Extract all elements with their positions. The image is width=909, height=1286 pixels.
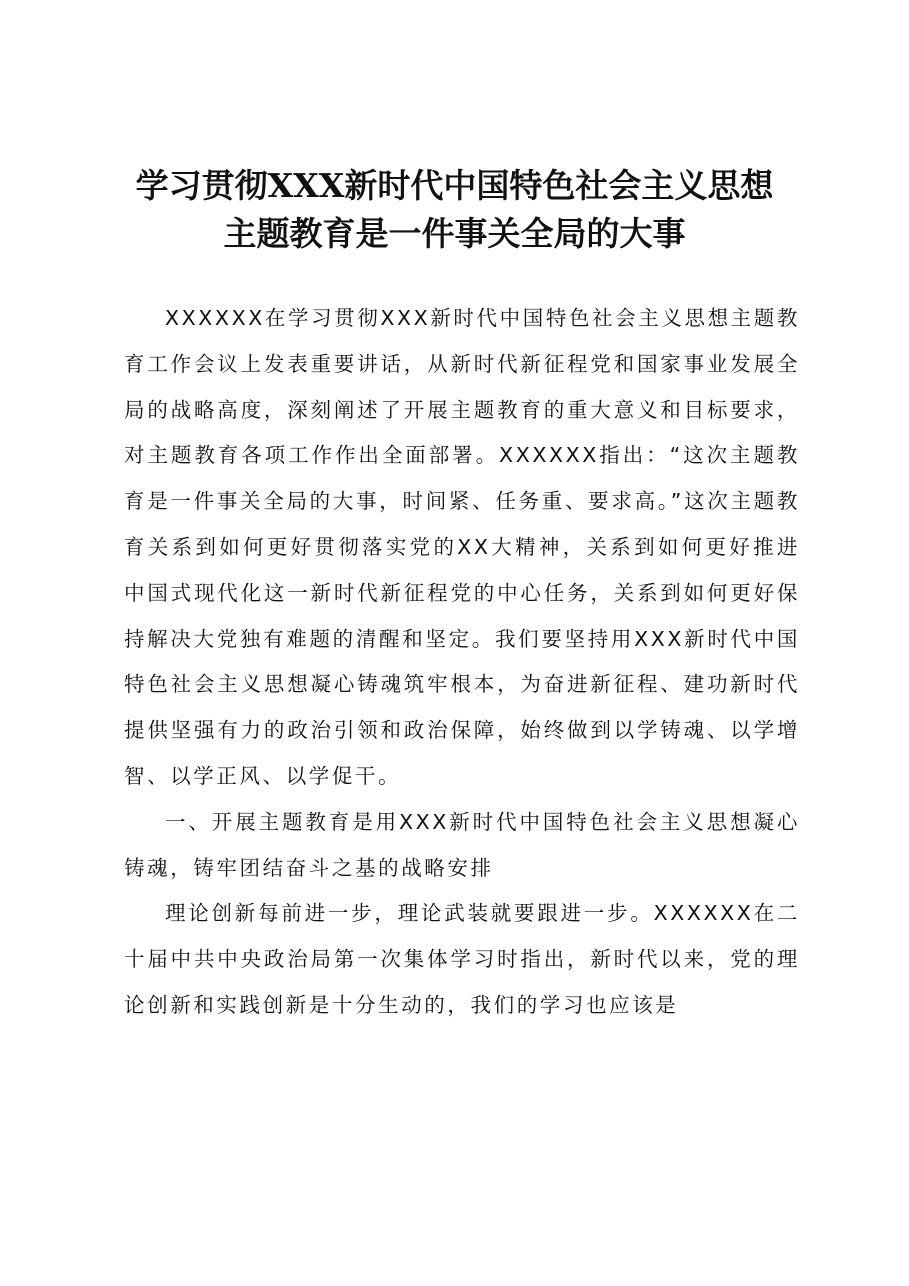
document-body [124,296,800,1029]
section-heading-1: 一、开展主题教育是用XXX新时代中国特色社会主义思想凝心铸魂，铸牢团结奋斗之基的战略安排 [124,809,800,880]
title-line-1: 学习贯彻XXX新时代中国特色社会主义思想 [135,166,774,205]
document-title [60,162,849,258]
intro-paragraph: XXXXXX在学习贯彻XXX新时代中国特色社会主义思想主题教育工作会议上发表重要讲话，从新时代新征程党和国家事业发展全局的战略高度，深刻阐述了开展主题教育的重大意义和目标要求，对主题教育各项工作作出全面部署。XXXXXX指出：“这次主题教育是一件事关全局的大事，时间紧、任务重、要求高。”这次主题教育关系到如何更好贯彻落实党的XX大精神，关系到如何更好推进中国式现代化这一新时代新征程党的中心任务，关系到如何更好保持解决大党独有难题的清醒和坚定。我们要坚持用XXX新时代中国特色社会主义思想凝心铸魂筑牢根本，为奋进新征程、建功新时代提供坚强有力的政治引领和政治保障，始终做到以学铸魂、以学增智、以学正风、以学促干。 [124,306,800,788]
body-paragraph: 理论创新每前进一步，理论武装就要跟进一步。XXXXXX在二十届中共中央政治局第一次集体学习时指出，新时代以来，党的理论创新和实践创新是十分生动的，我们的学习也应该是 [124,901,800,1017]
title-line-2: 主题教育是一件事关全局的大事 [223,214,686,253]
